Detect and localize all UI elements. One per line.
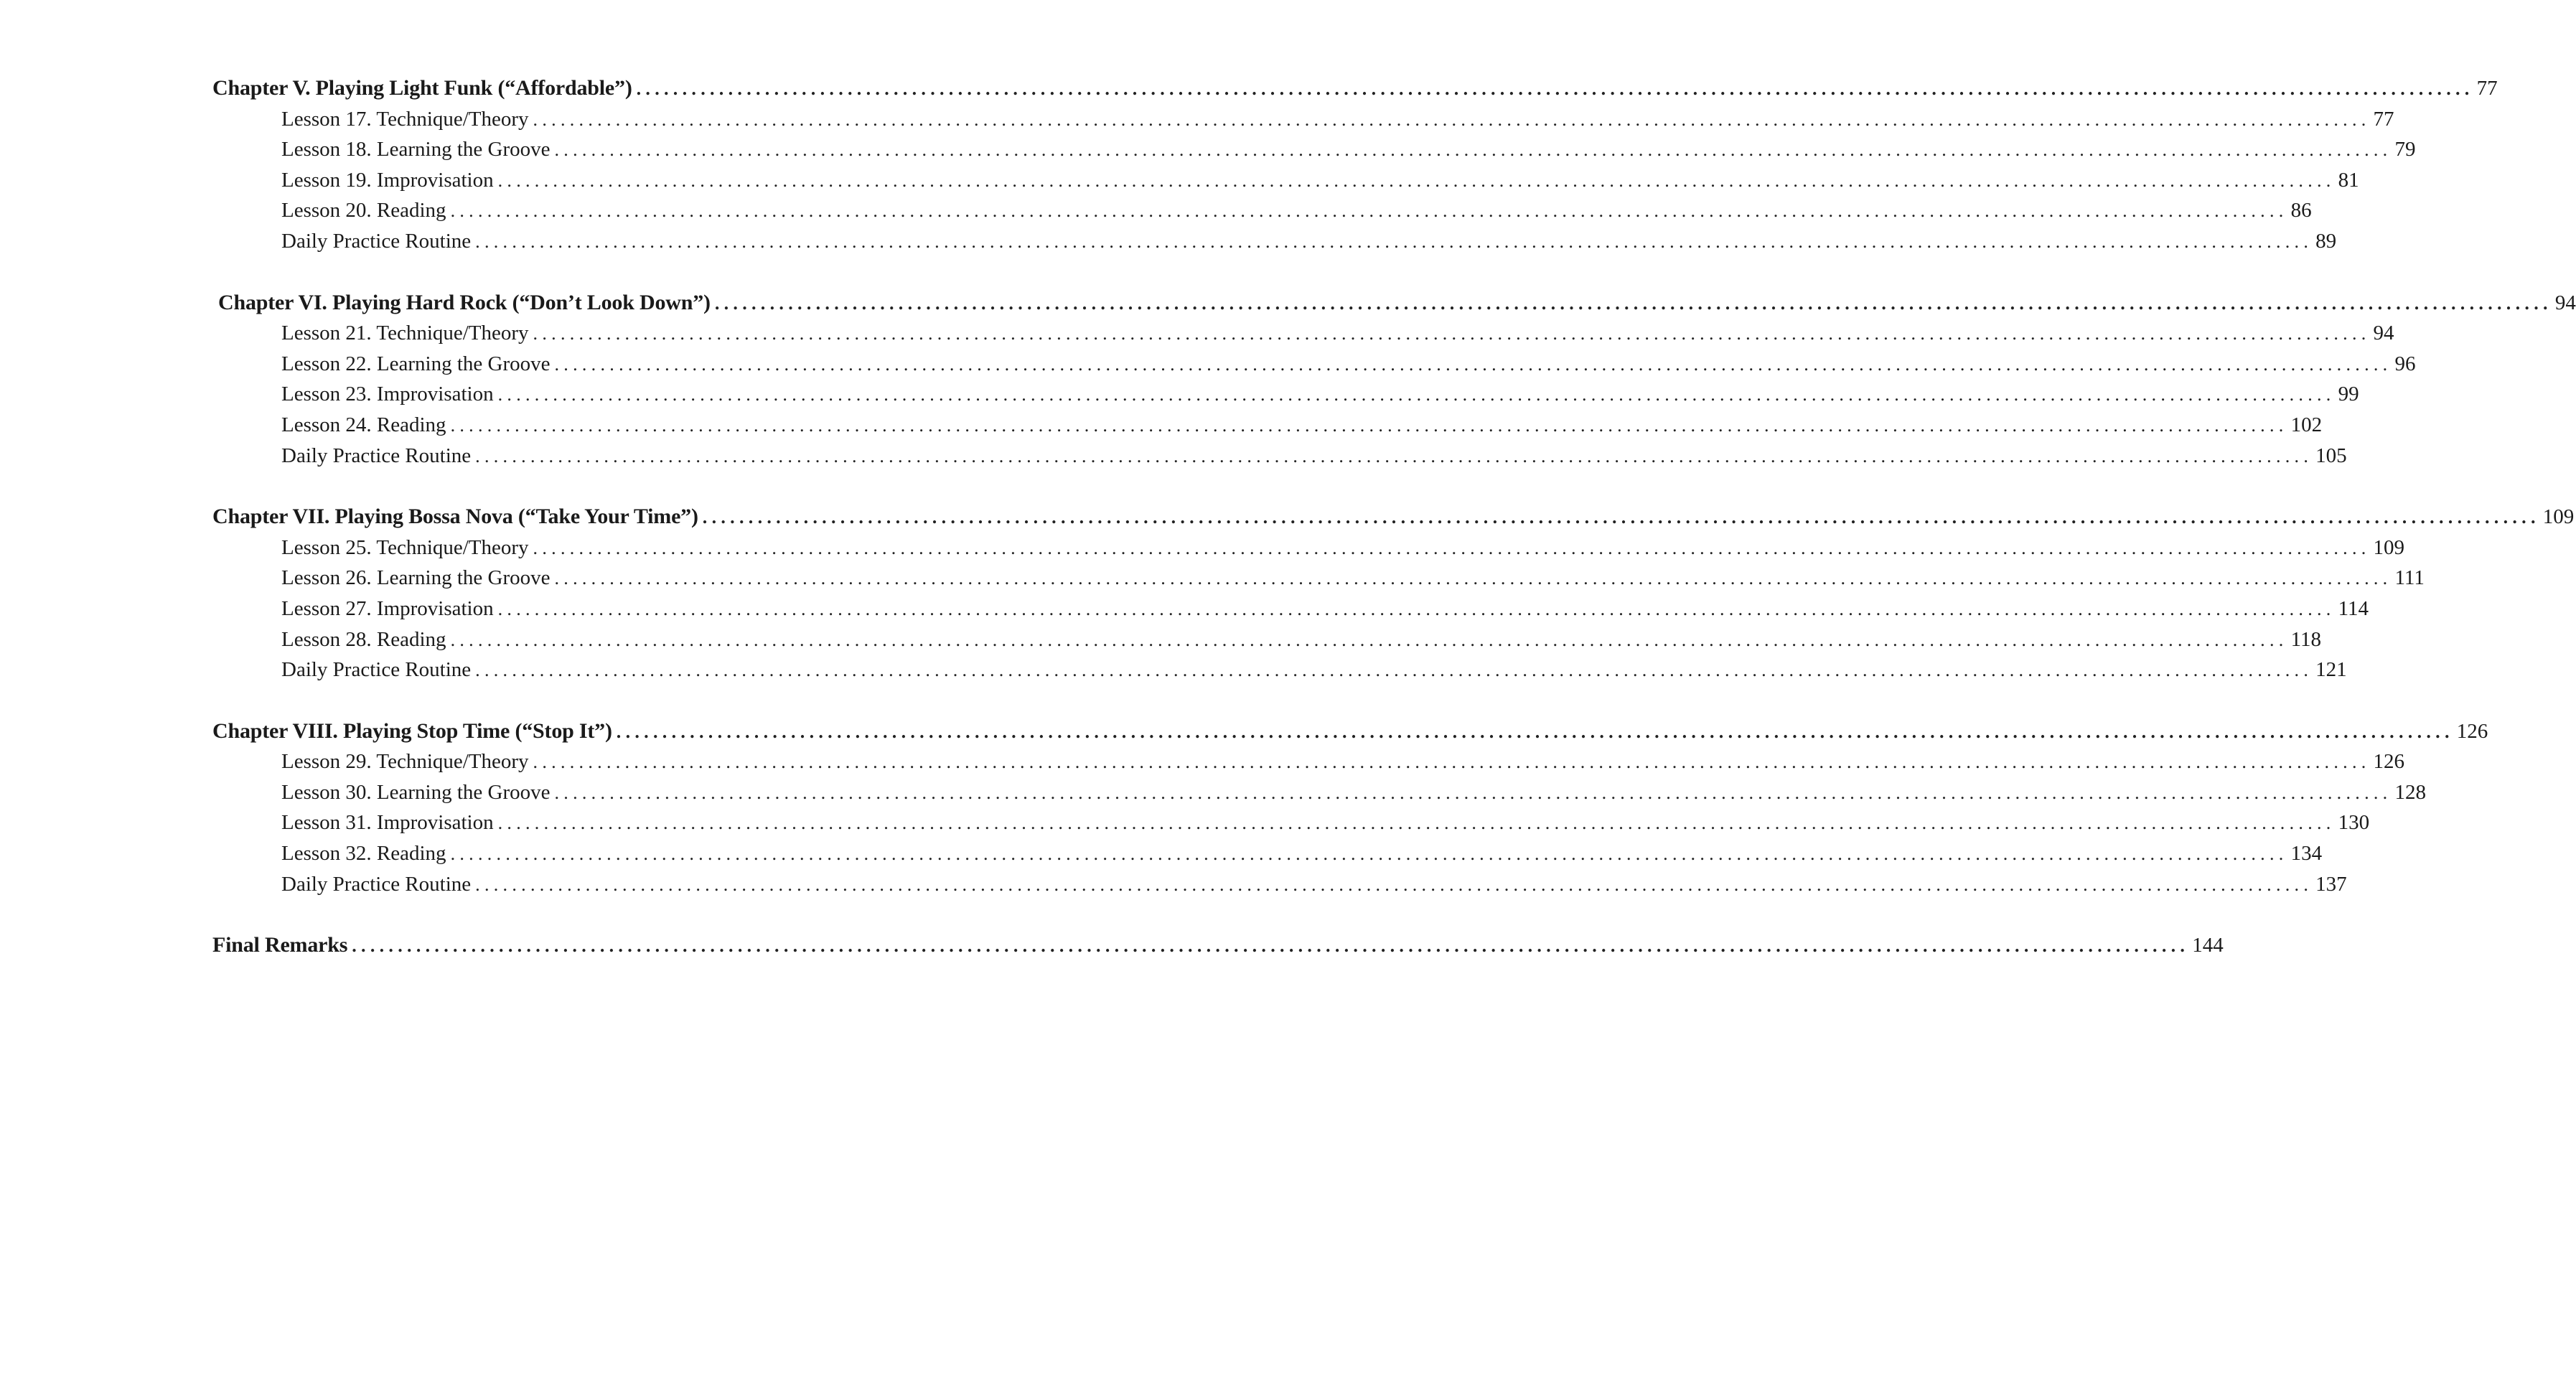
toc-section-chapter-7	[212, 502, 2575, 685]
lesson-title: Lesson 32. Reading	[281, 842, 446, 866]
dot-leader: ........................................................................................................................................................................................................	[554, 353, 2392, 375]
page-number: 109	[2373, 535, 2405, 559]
page-number: 130	[2338, 811, 2370, 835]
dot-leader: ........................................................................................................................................................................................................	[475, 873, 2313, 895]
page-number: 126	[2373, 750, 2405, 774]
page-number: 94	[2554, 291, 2576, 314]
chapter-title: Chapter VI. Playing Hard Rock (“Don’t Look Down”)	[218, 290, 711, 314]
toc-lesson-entry[interactable]	[212, 807, 2370, 838]
dot-leader: ........................................................................................................................................................................................................	[714, 292, 2552, 314]
dot-leader: ........................................................................................................................................................................................................	[554, 568, 2392, 589]
toc-lesson-entry[interactable]	[212, 777, 2426, 808]
toc-chapter-entry[interactable]	[212, 716, 2488, 747]
toc-lesson-entry[interactable]	[212, 838, 2323, 869]
toc-lesson-entry[interactable]	[212, 869, 2347, 900]
dot-leader: ........................................................................................................................................................................................................	[450, 629, 2288, 650]
toc-lesson-entry[interactable]	[212, 410, 2323, 441]
lesson-title: Lesson 19. Improvisation	[281, 168, 494, 192]
toc-section-chapter-5	[212, 73, 2498, 257]
lesson-title: Lesson 18. Learning the Groove	[281, 138, 551, 161]
page-number: 99	[2338, 383, 2359, 406]
toc-lesson-entry[interactable]	[212, 655, 2347, 685]
toc-lesson-entry[interactable]	[212, 594, 2369, 624]
page-number: 77	[2476, 77, 2498, 100]
lesson-title: Lesson 29. Technique/Theory	[281, 750, 529, 774]
toc-lesson-entry[interactable]	[212, 165, 2359, 196]
lesson-title: Lesson 25. Technique/Theory	[281, 535, 529, 559]
dot-leader: ........................................................................................................................................................................................................	[450, 843, 2288, 865]
page-number: 102	[2290, 413, 2323, 436]
dot-leader: ........................................................................................................................................................................................................	[554, 139, 2392, 161]
table-of-contents	[212, 73, 2576, 992]
page-number: 137	[2315, 872, 2347, 896]
chapter-title: Chapter V. Playing Light Funk (“Affordable”)	[212, 76, 632, 100]
dot-leader: ........................................................................................................................................................................................................	[475, 445, 2313, 467]
toc-chapter-entry[interactable]	[212, 502, 2575, 533]
toc-section-chapter-6	[212, 288, 2576, 472]
dot-leader: ........................................................................................................................................................................................................	[533, 537, 2371, 558]
toc-lesson-entry[interactable]	[212, 746, 2405, 777]
lesson-title: Lesson 24. Reading	[281, 413, 446, 436]
dot-leader: ........................................................................................................................................................................................................	[450, 414, 2288, 436]
toc-chapter-entry[interactable]	[212, 930, 2224, 961]
dot-leader: ........................................................................................................................................................................................................	[497, 598, 2336, 619]
page-number: 86	[2290, 199, 2312, 222]
lesson-title: Lesson 31. Improvisation	[281, 811, 494, 835]
dot-leader: ........................................................................................................................................................................................................	[450, 200, 2288, 222]
lesson-title: Lesson 26. Learning the Groove	[281, 566, 551, 590]
dot-leader: ........................................................................................................................................................................................................	[702, 507, 2540, 528]
dot-leader: ........................................................................................................................................................................................................	[616, 721, 2454, 742]
page-number: 109	[2542, 505, 2575, 529]
page-number: 111	[2394, 566, 2425, 590]
page-number: 96	[2394, 352, 2416, 375]
toc-section-final-remarks	[212, 930, 2224, 961]
lesson-title: Lesson 17. Technique/Theory	[281, 107, 529, 131]
page-number: 128	[2394, 780, 2426, 804]
toc-lesson-entry[interactable]	[212, 441, 2347, 472]
page-number: 134	[2290, 842, 2323, 866]
page-number: 114	[2338, 596, 2369, 620]
toc-section-chapter-8	[212, 716, 2488, 900]
chapter-title: Chapter VII. Playing Bossa Nova (“Take Your Time”)	[212, 505, 698, 529]
page-number: 118	[2290, 627, 2321, 651]
page-number: 81	[2338, 168, 2359, 192]
lesson-title: Daily Practice Routine	[281, 444, 472, 467]
lesson-title: Daily Practice Routine	[281, 658, 472, 682]
toc-lesson-entry[interactable]	[212, 379, 2359, 410]
dot-leader: ........................................................................................................................................................................................................	[497, 384, 2336, 406]
dot-leader: ........................................................................................................................................................................................................	[533, 751, 2371, 773]
dot-leader: ........................................................................................................................................................................................................	[475, 230, 2313, 252]
page-number: 77	[2373, 107, 2394, 131]
page-number: 144	[2192, 934, 2224, 957]
toc-chapter-entry[interactable]	[212, 73, 2498, 104]
page-number: 105	[2315, 444, 2347, 467]
page-number: 89	[2315, 229, 2337, 253]
dot-leader: ........................................................................................................................................................................................................	[554, 782, 2392, 803]
toc-lesson-entry[interactable]	[212, 104, 2394, 135]
dot-leader: ........................................................................................................................................................................................................	[497, 169, 2336, 191]
page-number: 94	[2373, 322, 2394, 345]
lesson-title: Lesson 20. Reading	[281, 199, 446, 222]
toc-lesson-entry[interactable]	[212, 533, 2405, 563]
dot-leader: ........................................................................................................................................................................................................	[352, 935, 2190, 957]
page-number: 79	[2394, 138, 2416, 161]
toc-lesson-entry[interactable]	[212, 624, 2321, 655]
page-number: 121	[2315, 658, 2347, 682]
dot-leader: ........................................................................................................................................................................................................	[533, 108, 2371, 130]
lesson-title: Daily Practice Routine	[281, 229, 472, 253]
toc-lesson-entry[interactable]	[212, 318, 2394, 349]
lesson-title: Lesson 27. Improvisation	[281, 596, 494, 620]
toc-lesson-entry[interactable]	[212, 134, 2416, 165]
lesson-title: Lesson 22. Learning the Groove	[281, 352, 551, 375]
chapter-title: Chapter VIII. Playing Stop Time (“Stop It”)	[212, 718, 612, 743]
lesson-title: Lesson 30. Learning the Groove	[281, 780, 551, 804]
toc-lesson-entry[interactable]	[212, 563, 2425, 594]
toc-lesson-entry[interactable]	[212, 226, 2337, 257]
lesson-title: Lesson 21. Technique/Theory	[281, 322, 529, 345]
dot-leader: ........................................................................................................................................................................................................	[497, 812, 2336, 834]
toc-chapter-entry[interactable]	[212, 288, 2576, 319]
lesson-title: Daily Practice Routine	[281, 872, 472, 896]
toc-lesson-entry[interactable]	[212, 195, 2312, 226]
lesson-title: Lesson 28. Reading	[281, 627, 446, 651]
lesson-title: Lesson 23. Improvisation	[281, 383, 494, 406]
toc-lesson-entry[interactable]	[212, 349, 2416, 380]
page-number: 126	[2456, 719, 2488, 743]
chapter-title: Final Remarks	[212, 933, 348, 957]
dot-leader: ........................................................................................................................................................................................................	[533, 323, 2371, 344]
dot-leader: ........................................................................................................................................................................................................	[475, 660, 2313, 681]
dot-leader: ........................................................................................................................................................................................................	[636, 78, 2474, 99]
